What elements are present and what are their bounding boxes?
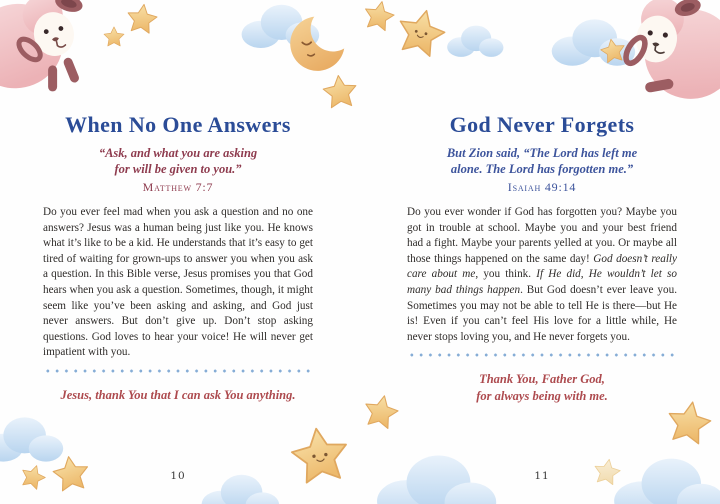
right-page xyxy=(407,0,677,504)
page-title: God Never Forgets xyxy=(449,112,635,137)
verse-reference: Isaiah 49:14 xyxy=(507,180,577,194)
verse-reference: Matthew 7:7 xyxy=(142,180,214,194)
verse-line: alone. The Lord has forgotten me.” xyxy=(450,162,634,176)
star-icon xyxy=(360,391,403,434)
dotted-divider xyxy=(407,353,677,357)
prayer-line: Jesus, thank You that I can ask You anything. xyxy=(60,387,296,402)
verse-line: for will be given to you.” xyxy=(114,162,242,176)
prayer-text xyxy=(407,371,677,405)
verse-line: “Ask, and what you are asking xyxy=(98,146,258,160)
prayer-text xyxy=(43,387,313,404)
verse-block xyxy=(43,145,313,195)
left-page xyxy=(43,0,313,504)
page-number: 10 xyxy=(170,470,186,482)
star-icon xyxy=(320,72,360,112)
verse-line: But Zion said, “The Lord has left me xyxy=(446,146,638,160)
prayer-line: for always being with me. xyxy=(476,389,608,404)
star-icon xyxy=(360,0,398,35)
prayer-line: Thank You, Father God, xyxy=(479,372,605,387)
devotional-text: Do you ever feel mad when you ask a question and no one answers? Jesus was a human being just like you. He knows what it’s like to be a kid. He understands that it’s easy to get tired of waiting for grown-ups to answer you when you ask a question. In this Bible verse, Jesus promises you that God hears when you ask a question. Sometimes, though, it might seem like you’ve been asking and asking, and God just never answers. But don’t give up. Don’t stop asking questions. God loves to hear your voice! He will never get impatient with you. xyxy=(43,206,313,359)
dotted-divider xyxy=(43,369,313,373)
verse-block xyxy=(407,145,677,195)
page-title: When No One Answers xyxy=(65,112,291,137)
devotional-text: Do you ever wonder if God has forgotten you? Maybe you got in trouble at school. Maybe you and your best friend had a fight. Maybe your parents yelled at you. Or maybe all those things happened on the same day! God doesn’t really care about me, you think. If He did, He wouldn’t let so many bad things happen. But God doesn’t ever leave you. Sometimes you may not be able to tell He is there—but He is! Even if you can’t feel His love for a little while, He never stops loving you, and He never forgets you. xyxy=(407,206,678,343)
page-number: 11 xyxy=(534,470,550,482)
